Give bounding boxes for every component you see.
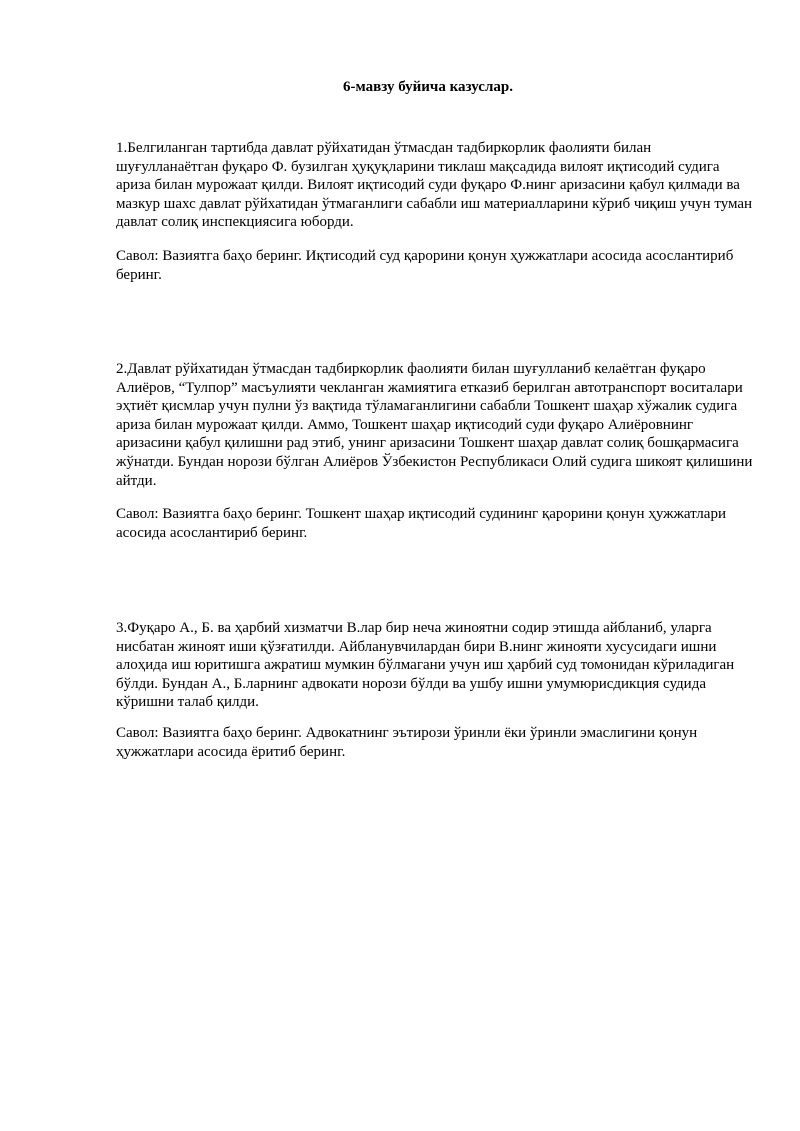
case-1-text: 1.Белгиланган тартибда давлат рўйхатидан ўтмасдан тадбиркорлик фаолияти билан шуғулланаётган фуқаро Ф. бузилган ҳуқуқларини тиклаш мақсадида вилоят иқтисодий судига ариза билан мурожаат қилди. Вилоят иқтисодий суди фуқаро Ф.нинг аризасини қабул қилмади ва мазкур шахс давлат рўйхатидан ўтмаганлиги сабабли иш материалларини кўриб чиқиш учун туман давлат солиқ инспекциясига юборди. [116, 140, 753, 231]
case-3-text: 3.Фуқаро А., Б. ва ҳарбий хизматчи В.лар бир неча жиноятни содир этишда айбланиб, уларга нисбатан жиноят иши қўзғатилди. Айбланувчилардан бири В.нинг жинояти хусусидаги ишни алоҳида иш юритишга ажратиш мумкин бўлмагани учун иш ҳарбий суд томонидан кўриладиган бўлди. Бундан А., Б.ларнинг адвокати норози бўлди ва ушбу ишни умумюрисдикция судида кўришни талаб қилди. [116, 620, 735, 711]
case-2-text: 2.Давлат рўйхатидан ўтмасдан тадбиркорлик фаолияти билан шуғулланиб келаётган фуқаро Алиёров, “Тулпор” масъулияти чекланган жамиятига етказиб берилган автотранспорт воситалари эҳтиёт қисмлар учун пулни ўз вақтида тўламаганлигини сабабли Тошкент шаҳар хўжалик судига ариза билан мурожаат қилди. Аммо, Тошкент шаҳар иқтисодий суди фуқаро Алиёровнинг аризасини қабул қилишни рад этиб, унинг аризасини Тошкент шаҳар давлат солиқ бошқармасига жўнатди. Бундан норози бўлган Алиёров Ўзбекистон Республикаси Олий судига шикоят қилишини айтди. [116, 361, 753, 489]
case-3-question: Савол: Вазиятга баҳо беринг. Адвокатнинг эътирози ўринли ёки ўринли эмаслигини қонун ҳужжатлари асосида ёритиб беринг. [116, 725, 698, 760]
case-2-question: Савол: Вазиятга баҳо беринг. Тошкент шаҳар иқтисодий судининг қарорини қонун ҳужжатлари асосида асослантириб беринг. [116, 506, 726, 541]
case-1-question: Савол: Вазиятга баҳо беринг. Иқтисодий суд қарорини қонун ҳужжатлари асосида асослантириб беринг. [116, 248, 734, 283]
page-title: 6-мавзу буйича казуслар. [343, 79, 513, 95]
